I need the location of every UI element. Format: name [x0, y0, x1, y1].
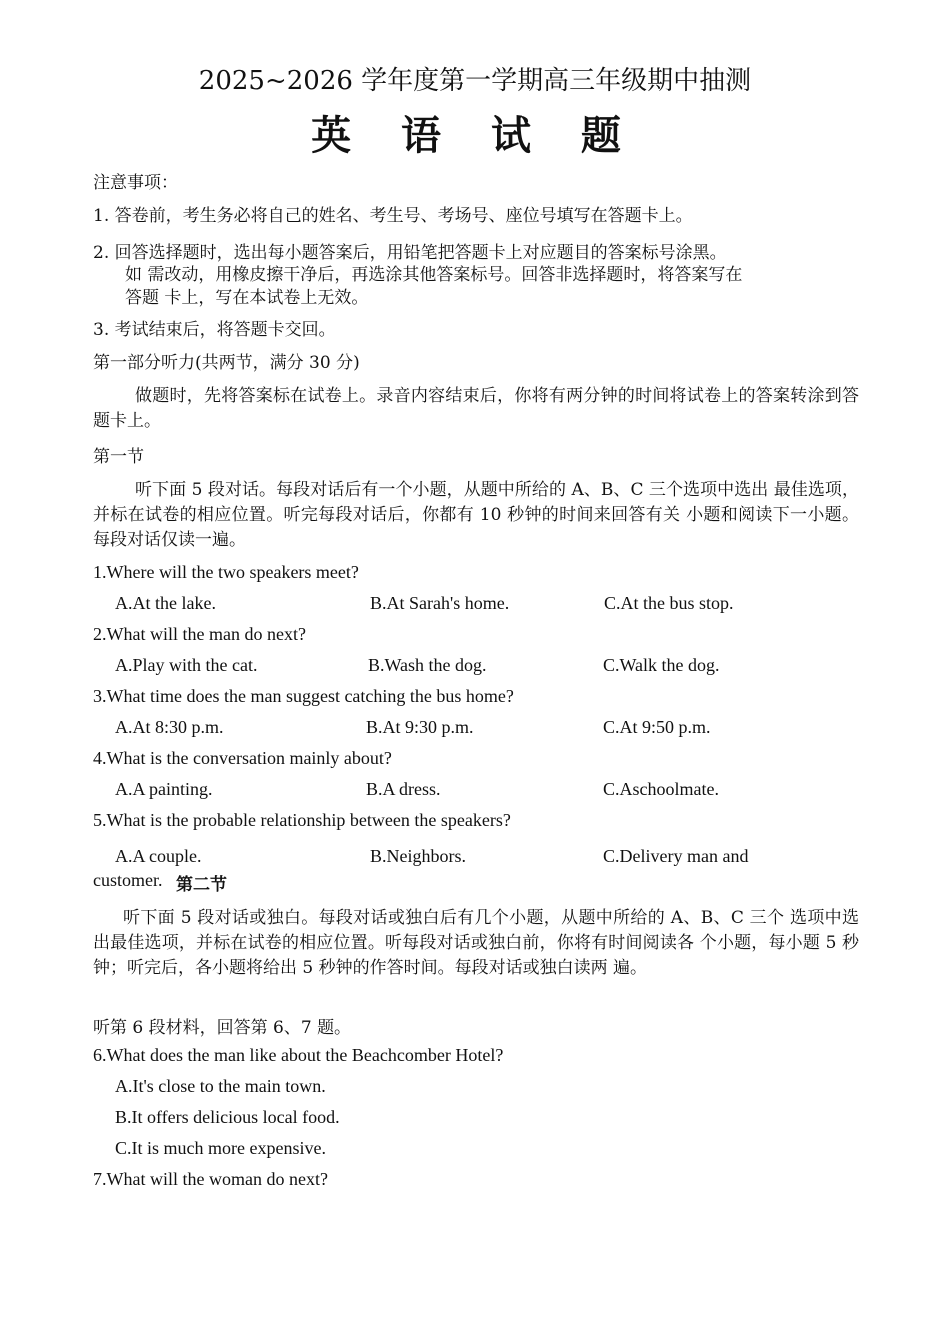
q4-option-b: B.A dress.	[366, 779, 441, 799]
q2-option-c: C.Walk the dog.	[603, 655, 720, 675]
section1-instruction: 听下面 5 段对话。每段对话后有一个小题，从题中所给的 A、B、C 三个选项中选出 最佳选项，并标在试卷的相应位置。听完每段对话后，你都有 10 秒钟的时间来回答有关 小题和阅读下一小题。每段对话仅读一遍。	[93, 480, 859, 550]
q1-option-a: A.At the lake.	[115, 593, 216, 613]
section2-heading: 第二节	[176, 875, 227, 895]
part1-heading: 第一部分听力(共两节，满分 30 分)	[93, 353, 360, 373]
q5-option-c: C.Delivery man and	[603, 846, 749, 866]
material-6-instruction: 听第 6 段材料，回答第 6、7 题。	[93, 1018, 352, 1038]
notice-item-3: 3. 考试结束后，将答题卡交回。	[93, 320, 336, 340]
question-4: 4.What is the conversation mainly about?	[93, 748, 392, 768]
section2-instruction: 听下面 5 段对话或独白。每段对话或独白后有几个小题，从题中所给的 A、B、C 三个 选项中选出最佳选项，并标在试卷的相应位置。听每段对话或独白前，你将有时间阅读各 个小题，每小题 5 秒钟；听完后，各小题将给出 5 秒钟的作答时间。每段对话或独白读两 遍。	[93, 908, 859, 978]
question-2: 2.What will the man do next?	[93, 624, 306, 644]
q4-option-a: A.A painting.	[115, 779, 213, 799]
question-1: 1.Where will the two speakers meet?	[93, 562, 359, 582]
part1-instruction: 做题时，先将答案标在试卷上。录音内容结束后，你将有两分钟的时间将试卷上的答案转涂到答题卡上。	[93, 386, 859, 431]
q1-option-b: B.At Sarah's home.	[370, 593, 510, 613]
notice-item-2-line-1: 2. 回答选择题时，选出每小题答案后，用铅笔把答题卡上对应题目的答案标号涂黑。	[93, 243, 727, 263]
exam-title: 2025~2026 学年度第一学期高三年级期中抽测	[198, 66, 752, 96]
q4-option-c: C.Aschoolmate.	[603, 779, 719, 799]
notice-item-2-line-3: 答题 卡上，写在本试卷上无效。	[125, 288, 369, 308]
question-7: 7.What will the woman do next?	[93, 1169, 328, 1189]
q6-option-c: C.It is much more expensive.	[115, 1138, 326, 1158]
q1-option-c: C.At the bus stop.	[604, 593, 734, 613]
q6-option-a: A.It's close to the main town.	[115, 1076, 326, 1096]
q5-option-a: A.A couple.	[115, 846, 202, 866]
question-5: 5.What is the probable relationship between the speakers?	[93, 810, 511, 830]
q3-option-b: B.At 9:30 p.m.	[366, 717, 474, 737]
q6-option-b: B.It offers delicious local food.	[115, 1107, 340, 1127]
subject-title: 英 语 试 题	[311, 112, 639, 159]
q2-option-b: B.Wash the dog.	[368, 655, 487, 675]
q3-option-c: C.At 9:50 p.m.	[603, 717, 711, 737]
question-6: 6.What does the man like about the Beachcomber Hotel?	[93, 1045, 504, 1065]
q5-option-b: B.Neighbors.	[370, 846, 466, 866]
section1-heading: 第一节	[93, 447, 144, 467]
notice-item-1: 1. 答卷前，考生务必将自己的姓名、考生号、考场号、座位号填写在答题卡上。	[93, 206, 693, 226]
q2-option-a: A.Play with the cat.	[115, 655, 258, 675]
question-3: 3.What time does the man suggest catching the bus home?	[93, 686, 514, 706]
notice-item-2-line-2: 如 需改动，用橡皮擦干净后，再选涂其他答案标号。回答非选择题时，将答案写在	[125, 265, 743, 285]
notice-heading: 注意事项：	[93, 173, 178, 193]
q5-option-c-continued: customer.	[93, 870, 163, 890]
q3-option-a: A.At 8:30 p.m.	[115, 717, 224, 737]
